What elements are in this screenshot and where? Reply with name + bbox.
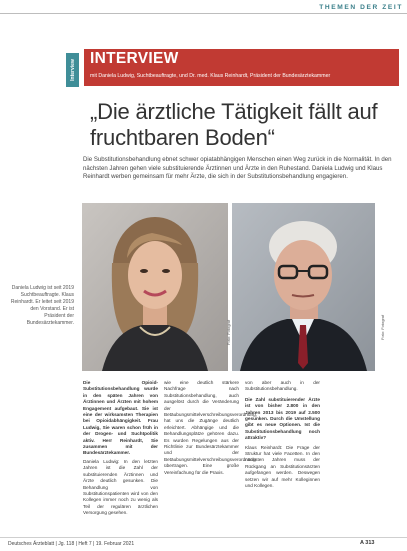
body-question: Die Zahl substituierender Ärzte ist von bisher 2.800 in den Jahren 2013 bis 2019 auf 2.500 gesunken. Durch die Umstellung gibt es neue Optionen. Ist die Substitutionsbehandlung noch attraktiv? — [245, 396, 320, 441]
side-tab-label: Interview — [69, 59, 76, 81]
footer-divider — [0, 537, 407, 538]
body-column-1 — [83, 380, 158, 517]
body-column-2: wie eine deutlich stärkere Nachfrage nach Substitutionsbehandlung, auch ausgelöst durch die Veränderung der Betäubungsmittelverschreibungsverordnung, hat uns die Zugänge deutlich erleichtert. Abhängige und die Behandlungsplätze gehören dazu. Es wurden Regelungen aus der Richtlinie zur Bundesärztekammer und der Betäubungsmittelverschreibungsverordnung übertragen. Eine große Vereinfachung für die Praxis. — [164, 380, 258, 475]
body-answer: Daniela Ludwig: In den letzten Jahren ist die Zahl der substituierenden Ärztinnen und Ärzte deutlich gesunken. Die Behandlung von Substitutionspatienten wird von den Kollegen immer noch zu wenig als Teil der regulären ärztlichen Versorgung gesehen. — [83, 458, 158, 516]
photo-credit-right: Foto: Fotograf — [380, 314, 385, 340]
photo-daniela-ludwig — [82, 203, 228, 371]
interview-subtitle: mit Daniela Ludwig, Suchtbeauftragte, und Dr. med. Klaus Reinhardt, Präsident der Bundesärztekammer — [90, 73, 331, 79]
portrait-man-image — [232, 203, 375, 371]
intro-paragraph: Die Substitutionsbehandlung ebnet schwer opiatabhängigen Menschen einen Weg zurück in die Normalität. In den nächsten Jahren gehen viele substituierende Ärztinnen und Ärzte in den Ruhestand. Daniela Ludwig und Klaus Reinhardt werben gemeinsam für mehr Ärzte, die sich in der Substitutionsbehandlung engagieren. — [83, 156, 392, 180]
section-label: THEMEN DER ZEIT — [319, 4, 403, 11]
side-tab — [66, 53, 79, 87]
portrait-woman-image — [82, 203, 228, 371]
photo-klaus-reinhardt — [232, 203, 375, 371]
photo-credit-left: Foto: Fotograf — [226, 319, 231, 345]
journal-citation: Deutsches Ärzteblatt | Jg. 118 | Heft 7 | 19. Februar 2021 — [8, 541, 135, 547]
interview-title: INTERVIEW — [90, 50, 179, 67]
headline: „Die ärztliche Tätigkeit fällt auf fruchtbaren Boden“ — [90, 99, 378, 150]
body-lead: Die Opioid-Substitutionsbehandlung wurde in den späten Jahren von Ärztinnen und Ärzten mit hohem Engagement aufgebaut. Sie ist eine der wirksamsten Therapien bei Opioidabhängigkeit. Frau Ludwig, Sie waren schon früh in der Drogen- und Suchtpolitik aktiv. Herr Reinhardt, Sie zusammen mit der Bundesärztekammer. — [83, 380, 158, 456]
body-answer-2: Klaus Reinhardt: Die Frage der Struktur hat viele Facetten. In den nächsten Jahren muss der Rückgang an Substitutionsärzten aufgefangen werden. Deswegen setzen wir auf mehr Kolleginnen und Kollegen. — [245, 444, 320, 489]
body-column-3 — [245, 380, 320, 490]
photo-caption: Daniela Ludwig ist seit 2019 Suchtbeauftragte. Klaus Reinhardt. Er leitet seit 2019 den Vorstand. Er ist Präsident der Bundesärztekammer. — [10, 285, 74, 326]
top-divider — [0, 13, 407, 14]
page-number: A 313 — [360, 540, 375, 546]
body-continued: von aber auch in der Substitutionsbehandlung. — [245, 380, 320, 392]
